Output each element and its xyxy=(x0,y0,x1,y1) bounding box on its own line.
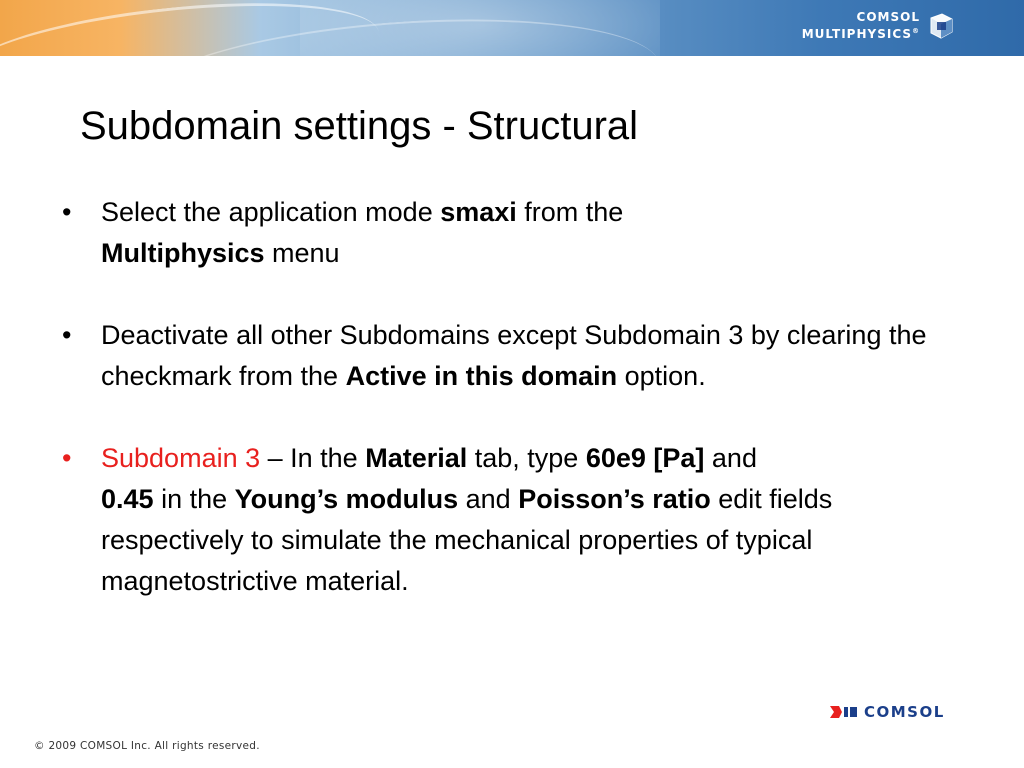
bullet-text: tab, type xyxy=(467,443,586,473)
brand-line-1: COMSOL xyxy=(856,10,920,24)
header-banner xyxy=(0,0,1024,56)
comsol-multiphysics-logo-icon xyxy=(928,12,954,40)
bullet-highlight-text: Subdomain 3 xyxy=(101,443,261,473)
bullet-item-application-mode xyxy=(62,192,962,274)
bullet-bold-text: Material xyxy=(365,443,468,473)
bullet-list xyxy=(62,192,962,643)
bullet-bold-text: 60e9 [Pa] xyxy=(585,443,705,473)
bullet-item-subdomain-3 xyxy=(62,438,962,602)
bullet-bold-text: smaxi xyxy=(440,197,517,227)
brand-registered-mark: ® xyxy=(912,27,920,35)
bullet-text: Select the application mode xyxy=(101,197,441,227)
bullet-marker: • xyxy=(62,320,72,350)
bullet-marker: • xyxy=(62,443,72,473)
bullet-text: and xyxy=(704,443,757,473)
footer-comsol-logo xyxy=(830,702,945,722)
bullet-bold-text: Poisson’s ratio xyxy=(518,484,711,514)
bullet-text: option. xyxy=(617,361,706,391)
bullet-bold-text: 0.45 xyxy=(101,484,154,514)
footer-logo-text: COMSOL xyxy=(864,703,945,721)
bullet-text: in the xyxy=(153,484,235,514)
bullet-bold-text: Multiphysics xyxy=(101,238,265,268)
copyright-notice: © 2009 COMSOL Inc. All rights reserved. xyxy=(34,740,260,752)
bullet-text: from the xyxy=(516,197,624,227)
bullet-text: edit fields respectively to simulate the mechanical properties of typical magnetostrictive material. xyxy=(101,484,833,596)
bullet-bold-text: Young’s modulus xyxy=(234,484,459,514)
bullet-text: Deactivate all other Subdomains except Subdomain 3 by clearing the checkmark from the xyxy=(101,320,927,391)
bullet-text: and xyxy=(458,484,519,514)
comsol-logo-mark-icon xyxy=(830,705,858,719)
bullet-marker: • xyxy=(62,197,72,227)
bullet-text: menu xyxy=(264,238,340,268)
brand-line-2-text: MULTIPHYSICS xyxy=(801,27,912,41)
bullet-item-deactivate-subdomains xyxy=(62,315,962,397)
brand-line-2 xyxy=(802,24,920,41)
bullet-bold-text: Active in this domain xyxy=(345,361,618,391)
brand-wordmark xyxy=(802,10,920,41)
bullet-text: – In the xyxy=(260,443,366,473)
page-title: Subdomain settings - Structural xyxy=(80,104,639,148)
